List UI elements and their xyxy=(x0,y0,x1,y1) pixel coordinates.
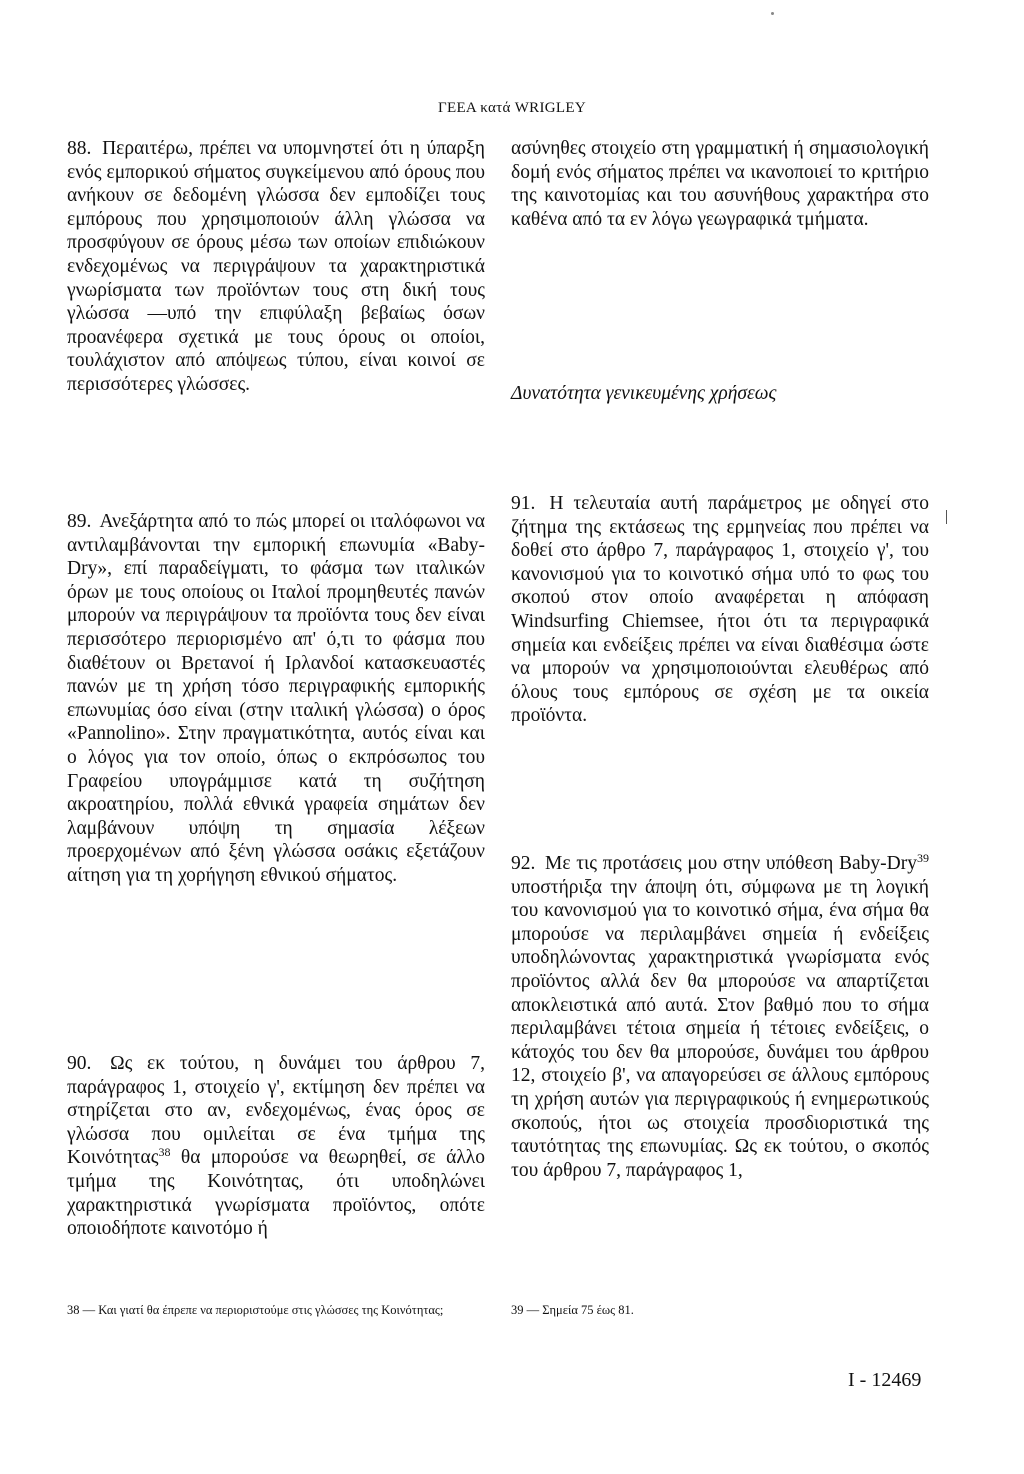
paragraph-89 xyxy=(67,510,485,888)
paragraph-number: 89. xyxy=(67,511,92,532)
running-header: ΓΕΕΑ κατά WRIGLEY xyxy=(438,100,586,116)
paragraph-text-continued: υποστήριξα την άποψη ότι, σύμφωνα με τη λογική του κανονισμού για το κοινοτικό σήμα, ένα σήμα θα μπορούσε να περιλαμβάνει σημεία ή ενδείξεις υποδηλώνοντας χαρακτηριστικά γνωρίσματα ενός προϊόντος αλλά δεν θα μπορούσε να απαρτίζεται αποκλειστικά από αυτά. Στον βαθμό που το σήμα περιλαμβάνει τέτοια σημεία ή τέτοιες ενδείξεις, ο κάτοχός του δεν θα μπορούσε, δυνάμει του άρθρου 12, στοιχείο β', να απαγορεύσει σε άλλους εμπόρους τη χρήση αυτών για περιγραφικούς ή ενημερωτικούς σκοπούς, ήτοι ως στοιχεία προσδιοριστικά της ταυτότητας της επωνυμίας. Ως εκ τούτου, ο σκοπός του άρθρου 7, παράγραφος 1, xyxy=(511,876,929,1181)
paragraph-90 xyxy=(67,1052,485,1241)
footnote-39: 39 — Σημεία 75 έως 81. xyxy=(511,1303,634,1317)
paragraph-text: Η τελευταία αυτή παράμετρος με οδηγεί στο ζήτημα της εκτάσεως της ερμηνείας που πρέπει να δοθεί στο άρθρο 7, παράγραφος 1, στοιχείο γ', του κανονισμού για το κοινοτικό σήμα υπό το φως του σκοπού στον οποίο αναφέρεται η απόφαση Windsurfing Chiemsee, ήτοι ότι τα περιγραφικά σημεία και ενδείξεις πρέπει να είναι διαθέσιμα ώστε να μπορούν να χρησιμοποιούνται ελευθέρως από όλους τους εμπόρους σε σχέση με τα οικεία προϊόντα. xyxy=(511,493,929,727)
paragraph-text: ασύνηθες στοιχείο στη γραμματική ή σημασιολογική δομή ενός σήματος πρέπει να ικανοποιεί το κριτήριο της καινοτομίας και του ασυνήθους χαρακτήρα στο καθένα από τα εν λόγω γεωγραφικά τμήματα. xyxy=(511,138,929,230)
paragraph-continuation xyxy=(511,137,929,231)
paragraph-91 xyxy=(511,492,929,728)
paragraph-text-continued: θα μπορούσε να θεωρηθεί, σε άλλο τμήμα της Κοινότητας, ότι υποδηλώνει χαρακτηριστικά γνωρίσματα προϊόντος, οπότε οποιοδήποτε καινοτόμο ή xyxy=(67,1147,485,1240)
paragraph-text: Ως εκ τούτου, η δυνάμει του άρθρου 7, παράγραφος 1, στοιχείο γ', εκτίμηση δεν πρέπει να στηρίζεται στο αν, ενδεχομένως, ένας όρος σε γλώσσα που ομιλείται σε ένα τμήμα της Κοινότητας xyxy=(67,1053,486,1169)
paragraph-number: 90. xyxy=(67,1053,92,1074)
page-number: I - 12469 xyxy=(848,1369,922,1391)
section-subheading: Δυνατότητα γενικευμένης χρήσεως xyxy=(511,383,777,404)
scan-speck xyxy=(771,12,774,15)
paragraph-92 xyxy=(511,852,929,1182)
paragraph-number: 91. xyxy=(511,493,536,514)
paragraph-number: 88. xyxy=(67,138,92,159)
paragraph-text: Με τις προτάσεις μου στην υπόθεση Baby-Dry xyxy=(545,853,917,874)
paragraph-text: Ανεξάρτητα από το πώς μπορεί οι ιταλόφωνοι να αντιλαμβάνονται την εμπορική επωνυμία «Baby-Dry», επί παραδείγματι, το φάσμα των ιταλικών όρων με τους οποίους οι Ιταλοί προμηθευτές πανών μπορούν να περιγράψουν τα προϊόντα τους δεν είναι περισσότερο περιορισμένο απ' ό,τι το φάσμα που διαθέτουν οι Βρετανοί ή Ιρλανδοί κατασκευαστές πανών με τη χρήση τόσο περιγραφικής εμπορικής επωνυμίας όσο είναι (στην ιταλική γλώσσα) ο όρος «Pannolino». Στην πραγματικότητα, αυτός είναι και ο λόγος για τον οποίο, όπως ο εκπρόσωπος του Γραφείου υπογράμμισε κατά τη συζήτηση ακροατηρίου, πολλά εθνικά γραφεία σημάτων δεν λαμβάνουν υπόψη τη σημασία λέξεων προερχομένων από ξένη γλώσσα οσάκις εξετάζουν αίτηση για τη χορήγηση εθνικού σήματος. xyxy=(67,511,485,886)
footnote-ref-38[interactable]: 38 xyxy=(158,1145,171,1160)
paragraph-number: 92. xyxy=(511,853,536,874)
footnote-38: 38 — Και γιατί θα έπρεπε να περιοριστούμε στις γλώσσες της Κοινότητας; xyxy=(67,1303,444,1317)
paragraph-88 xyxy=(67,137,485,397)
footnote-ref-39[interactable]: 39 xyxy=(917,851,929,865)
paragraph-text: Περαιτέρω, πρέπει να υπομνηστεί ότι η ύπαρξη ενός εμπορικού σήματος συγκείμενου από όρους που ανήκουν σε δεδομένη γλώσσα δεν εμποδίζει τους εμπόρους που χρησιμοποιούν άλλη γλώσσα να προσφύγουν σε όρους μέσω των οποίων επιδιώκουν ενδεχομένως να περιγράψουν τα χαρακτηριστικά γνωρίσματα των προϊόντων τους στη δική τους γλώσσα —υπό την επιφύλαξη βεβαίως όσων προανέφερα σχετικά με τους όρους οι οποίοι, τουλάχιστον από απόψεως τύπου, είναι κοινοί σε περισσότερες γλώσσες. xyxy=(67,138,485,395)
margin-mark xyxy=(946,510,947,524)
